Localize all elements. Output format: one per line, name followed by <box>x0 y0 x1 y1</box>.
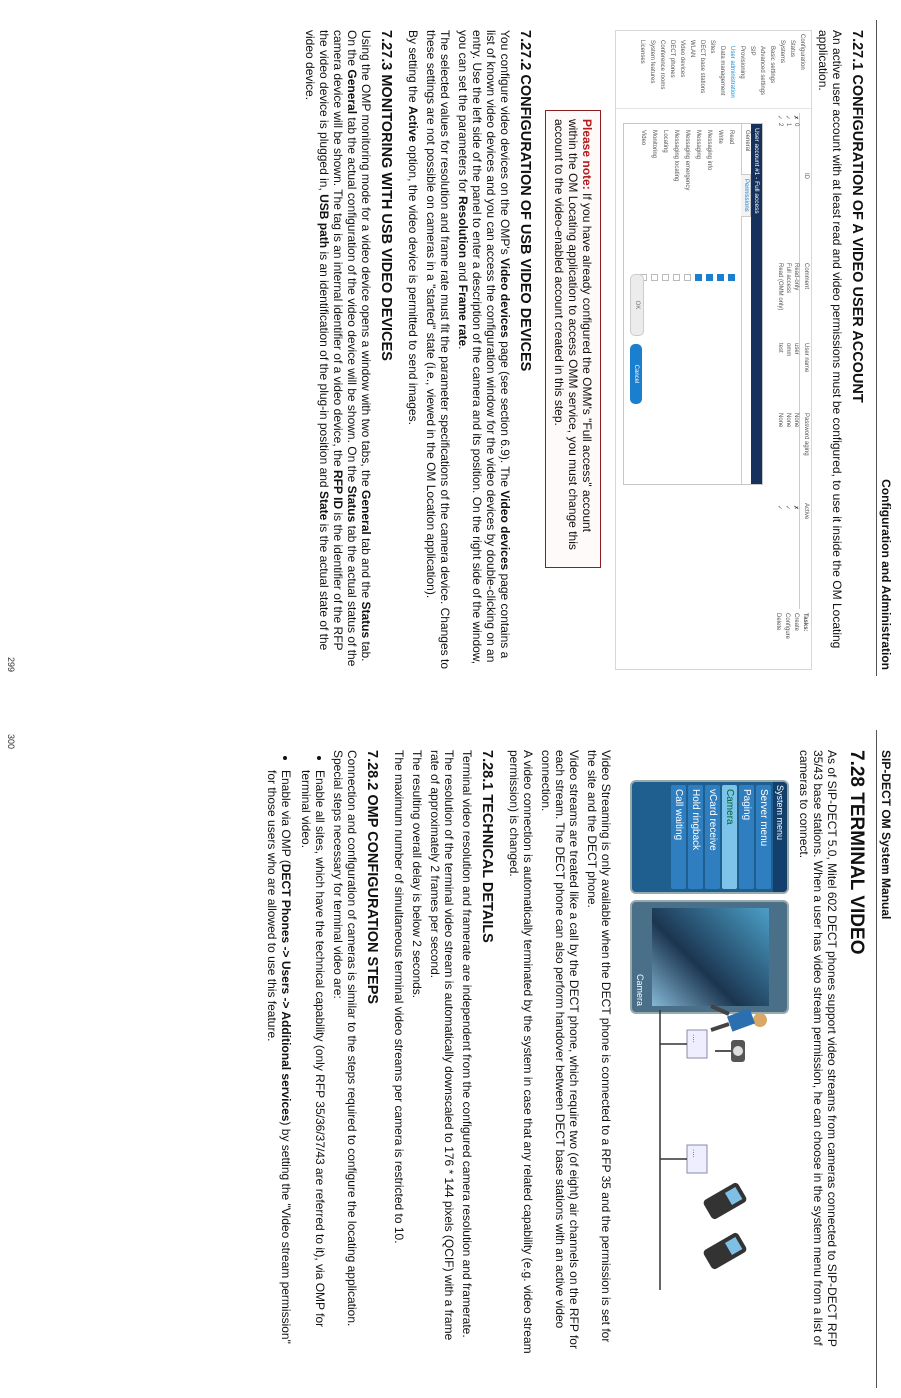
sidebar-item: Licenses <box>639 40 645 64</box>
menu-item: Paging <box>739 785 754 889</box>
svg-text:....: .... <box>691 1034 700 1043</box>
table-cell: None <box>785 413 791 428</box>
tab-general: General <box>744 130 750 152</box>
table-cell: None <box>793 413 799 428</box>
page-number: 300 <box>6 734 16 750</box>
section-heading: 7.27.3 MONITORING WITH USB VIDEO DEVICES <box>378 30 394 361</box>
note-box <box>545 110 601 568</box>
section-heading: 7.27.1 CONFIGURATION OF A VIDEO USER ACCOUNT <box>849 30 865 403</box>
table-row <box>783 113 791 609</box>
omp-screenshot <box>615 30 812 670</box>
paragraph: A video connection is automatically terminated by the system in case that any related capability (e.g. video stream permission) is changed. <box>507 750 535 1354</box>
page-header: Configuration and Administration <box>879 479 893 670</box>
column-header: User name <box>803 343 809 373</box>
camera-icon <box>715 1040 745 1062</box>
section-heading: 7.28.1 TECHNICAL DETAILS <box>479 750 495 943</box>
cancel-button: Cancel <box>630 344 642 404</box>
sidebar-item: Conference rooms <box>659 40 665 90</box>
sidebar-item: Video devices <box>679 40 685 78</box>
sidebar-item: Basic settings <box>769 46 775 84</box>
table-cell: 1 <box>785 123 791 127</box>
table-row <box>775 113 783 609</box>
table-cell: user <box>793 343 799 355</box>
sidebar-item: Sites <box>709 40 715 54</box>
user-account-dialog <box>623 123 763 485</box>
network-diagram <box>635 1000 785 1300</box>
omp-sidebar <box>616 31 811 109</box>
terminal-video-figures <box>619 750 789 1360</box>
permission-checkbox <box>717 274 724 281</box>
menu-item-selected: Camera <box>722 785 737 889</box>
task-delete: Delete <box>775 613 781 631</box>
permission-label: Messaging info <box>706 130 712 171</box>
sidebar-item: DECT phones <box>669 40 675 78</box>
sidebar-item: DECT base stations <box>699 40 705 94</box>
table-cell: Read (OMM only) <box>777 263 783 311</box>
phone-system-menu <box>630 780 789 894</box>
sidebar-item: Configuration <box>799 34 805 70</box>
tasks-label: Tasks: <box>802 613 808 632</box>
table-cell: 0 <box>793 123 799 127</box>
rfp-base-station-icon <box>687 1145 707 1173</box>
permission-checkbox <box>651 274 658 281</box>
section-heading: 7.28.2 OMP CONFIGURATION STEPS <box>364 750 380 1005</box>
svg-text:....: .... <box>691 1149 700 1158</box>
rfp-base-station-icon <box>687 1030 707 1058</box>
list-item: • Enable via OMP (DECT Phones -> Users -> Additional services) by setting the "Video stream permission" for those users who are allowed to use this feature. <box>265 770 293 1360</box>
table-cell: 2 <box>777 123 783 127</box>
paragraph: Connection and configuration of cameras is similar to the steps required to configure the locating application. Special steps necessary for terminal video are: <box>331 750 359 1327</box>
paragraph: By setting the Active option, the video device is permitted to send images. <box>406 30 420 425</box>
permission-checkboxes <box>637 274 736 334</box>
camera-label: Camera <box>635 973 645 1006</box>
check-icon: ✓ <box>784 115 790 121</box>
ok-button: OK <box>630 274 644 336</box>
permission-label: Messaging <box>695 130 701 160</box>
column-header: Password aging <box>803 413 809 456</box>
dect-phone-icon <box>702 1231 748 1270</box>
sidebar-item: Status <box>789 40 795 58</box>
paragraph: Terminal video resolution and framerate are independent from the configured camera resolution and framerate. <box>460 750 474 1338</box>
dect-phone-icon <box>702 1181 748 1220</box>
permission-checkbox <box>673 274 680 281</box>
tasks-panel <box>773 613 809 667</box>
chapter-title: 7.28 TERMINAL VIDEO <box>846 750 867 955</box>
permission-label: Messaging emergency <box>684 130 690 191</box>
sidebar-item: Data management <box>719 46 725 96</box>
paragraph: The maximum number of simultaneous terminal video streams per camera is restricted to 10. <box>392 750 406 1244</box>
header-rule <box>876 20 877 676</box>
dialog-tabs <box>741 124 751 484</box>
page-299-content <box>299 30 871 670</box>
table-cell: test <box>777 343 783 353</box>
sidebar-item: WLAN <box>689 40 695 58</box>
permission-checkbox <box>684 274 691 281</box>
table-row <box>791 113 799 609</box>
paragraph: Video Streaming is only available when the DECT phone is connected to a RFP 35 and the permission is set for the site and the DECT phone. <box>585 750 613 1343</box>
paragraph: You configure video devices on the OMP's Video devices page (see section 6.9). The Video devices page contains a list of known video devices and you can access the configuration window for the video devices by double-clicking on an entry. Use the left side of the panel to enter a description of the camera and its position. On the right side of the window, you can set the parameters for Resolution and Frame rate. <box>456 30 512 665</box>
menu-item: Server menu <box>756 785 771 889</box>
task-configure: Configure <box>784 613 790 640</box>
check-icon: ✓ <box>776 115 782 121</box>
header-rule <box>876 730 877 1388</box>
permission-label: Write <box>717 130 723 144</box>
permission-label: Locating <box>662 130 668 153</box>
permission-label: Video <box>640 130 646 146</box>
permission-checkbox <box>662 274 669 281</box>
permission-checkbox <box>706 274 713 281</box>
permission-label: Messaging locating <box>673 130 679 182</box>
paragraph: The resulting overall delay is below 2 seconds. <box>410 750 424 999</box>
dialog-title: User account #1 - Full access <box>751 124 762 484</box>
paragraph: The resolution of the terminal video stream is automatically downscaled to 176 * 144 pixels (QCIF) with a frame rate of approximately 2 frames per second. <box>428 750 456 1341</box>
phone-camera-view <box>630 900 789 1014</box>
camera-image <box>652 908 769 1006</box>
note-label: Please note: <box>580 119 594 190</box>
task-create: Create <box>793 613 799 632</box>
table-cell: Read-only <box>793 263 799 291</box>
sidebar-item: Provisioning <box>739 46 745 79</box>
note-text: If you have already configured the OMM's "Full access" account within the OM Locating application to access OMM service, you must change this account to the video-enabled account created in this step. <box>552 119 594 550</box>
sidebar-item: Systems <box>779 40 785 64</box>
permission-checkbox <box>695 274 702 281</box>
phone-menu-title: System menu <box>773 782 787 892</box>
menu-item: Call waiting <box>671 785 686 889</box>
page-299 <box>0 0 901 686</box>
column-header: Active <box>803 503 809 520</box>
menu-item: vCard receive <box>705 785 720 889</box>
list-item: • Enable all sites, which have the technical capability (only RFP 35/36/37/43 are referred to it), via OMP for terminal video. <box>299 770 327 1360</box>
column-header: ID <box>803 173 809 179</box>
page-number: 299 <box>6 656 16 672</box>
permission-checkbox <box>728 274 735 281</box>
table-cell: omm <box>785 343 791 357</box>
inactive-icon: ✗ <box>792 505 798 511</box>
paragraph: Video streams are treated like a call by the DECT phone, which require two (of eight) air channels on the RFP for each stream. The DECT phone can also perform handover between DECT base stations with an active video connection. <box>539 750 581 1349</box>
bullet-list <box>265 750 327 1360</box>
paragraph: Using the OMP monitoring mode for a video device opens a window with two tabs, the General tab and the Status tab. On the General tab the actual configuration of the video device will be shown. On the Status tab the actual status of the camera device will be shown. The tag is an internal identifier of a video device, the RFP ID is the identifier of the RFP the video device is plugged in, USB path is an identification of the plug-in position and State is the actual state of the video device. <box>303 30 373 667</box>
table-header <box>799 113 809 609</box>
check-icon: ✓ <box>784 505 790 511</box>
paragraph: As of SIP-DECT 5.0, Mitel 602 DECT phones support video streams from cameras connected to SIP-DECT RFP 35/43 base stations. When a user has video stream permission, he can choose in the system menu from a list of cameras to connect. <box>797 750 839 1347</box>
page-header: SIP-DECT OM System Manual <box>879 750 893 920</box>
permission-list <box>637 130 736 226</box>
sidebar-item: System features <box>649 40 655 84</box>
sidebar-item-user-administration: User administration <box>729 46 735 98</box>
inactive-icon: ✗ <box>792 115 798 121</box>
page-300-content <box>259 750 871 1360</box>
sidebar-item: Advanced settings <box>759 46 765 96</box>
paragraph: The selected values for resolution and frame rate must fit the parameter specifications of the camera device. Changes to these settings are not possible on cameras in a "started" state (i.e., viewed in the OM Location application). <box>424 30 452 669</box>
person-icon <box>711 1006 767 1032</box>
page-300 <box>0 720 901 1398</box>
column-header: Comment <box>803 263 809 290</box>
menu-item: Hold ringback <box>688 785 703 889</box>
check-icon: ✓ <box>776 505 782 511</box>
section-heading: 7.27.2 CONFIGURATION OF USB VIDEO DEVICES <box>517 30 533 372</box>
permission-label: Monitoring <box>651 130 657 159</box>
permission-label: Read <box>728 130 734 145</box>
paragraph: An active user account with at least read and video permissions must be configured, to use it inside the OM Locating application. <box>816 30 844 649</box>
table-cell: Full access <box>785 263 791 294</box>
user-table <box>777 113 809 609</box>
table-cell: None <box>777 413 783 428</box>
sidebar-item: SIP <box>749 46 755 56</box>
tab-permissions: Permissions <box>741 174 751 217</box>
